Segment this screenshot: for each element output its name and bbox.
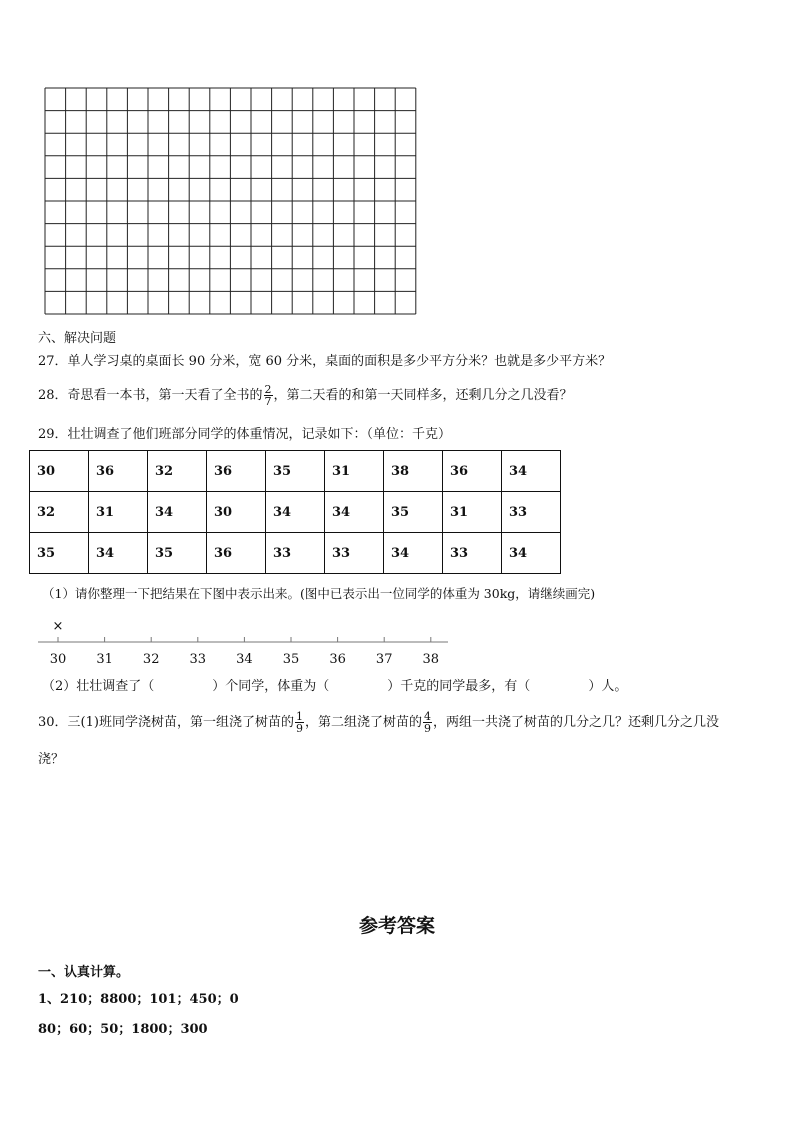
table-cell: 36 <box>207 451 266 492</box>
table-cell: 34 <box>502 451 561 492</box>
table-cell: 36 <box>207 533 266 574</box>
table-cell: 33 <box>443 533 502 574</box>
question-29-intro: 29．壮壮调查了他们班部分同学的体重情况，记录如下：（单位：千克） <box>38 427 452 442</box>
table-cell: 35 <box>384 492 443 533</box>
fraction-numerator: 4 <box>423 710 431 723</box>
table-cell: 32 <box>30 492 89 533</box>
table-cell: 31 <box>89 492 148 533</box>
number-line-tick-label: 32 <box>142 652 160 667</box>
answers-title: 参考答案 <box>358 915 435 937</box>
number-line-tick-label: 36 <box>329 652 346 667</box>
table-cell: 36 <box>89 451 148 492</box>
answers-line-2: 80；60；50；1800；300 <box>38 1022 208 1037</box>
section-title-6: 六、解决问题 <box>38 331 117 346</box>
q28-text-after: ，第二天看的和第一天同样多，还剩几分之几没看？ <box>273 388 573 403</box>
table-cell: 35 <box>266 451 325 492</box>
table-cell: 34 <box>384 533 443 574</box>
table-cell: 30 <box>207 492 266 533</box>
fraction-2-7 <box>264 384 273 407</box>
table-row <box>30 492 561 533</box>
number-line-tick-label: 33 <box>189 652 207 667</box>
q29p2-a: （2）壮壮调查了（ <box>42 679 155 694</box>
q29p2-d: ）人。 <box>588 679 628 694</box>
fraction-1-9 <box>295 711 304 734</box>
question-27: 27．单人学习桌的桌面长 90 分米，宽 60 分米，桌面的面积是多少平方分米？也就是多少平方米？ <box>38 354 612 369</box>
q30-text-mid: ，第二组浇了树苗的 <box>304 715 422 730</box>
number-line-tick-label: 37 <box>375 652 393 667</box>
question-28 <box>38 381 573 411</box>
question-30 <box>38 708 719 738</box>
table-cell: 31 <box>325 451 384 492</box>
question-30-line2: 浇？ <box>38 752 65 767</box>
q28-text-before: 28．奇思看一本书，第一天看了全书的 <box>38 388 263 403</box>
table-cell: 33 <box>266 533 325 574</box>
table-row <box>30 533 561 574</box>
fraction-denominator: 9 <box>295 722 303 735</box>
table-cell: 34 <box>266 492 325 533</box>
q29p2-c: ）千克的同学最多，有（ <box>387 679 531 694</box>
table-cell: 34 <box>89 533 148 574</box>
fraction-denominator: 7 <box>264 395 272 408</box>
question-29-part1: （1）请你整理一下把结果在下图中表示出来。(图中已表示出一位同学的体重为 30kg，请继续画完) <box>42 586 596 601</box>
q30-text-after: ，两组一共浇了树苗的几分之几？还剩几分之几没 <box>432 715 719 730</box>
q29p2-b: ）个同学，体重为（ <box>212 679 330 694</box>
weight-table <box>29 450 561 574</box>
q30-text-before: 30．三(1)班同学浇树苗，第一组浇了树苗的 <box>38 715 294 730</box>
table-cell: 35 <box>148 533 207 574</box>
fraction-numerator: 1 <box>295 710 303 723</box>
answers-section-1: 一、认真计算。 <box>38 965 130 980</box>
table-cell: 38 <box>384 451 443 492</box>
table-cell: 31 <box>443 492 502 533</box>
table-cell: 30 <box>30 451 89 492</box>
table-row <box>30 451 561 492</box>
table-cell: 36 <box>443 451 502 492</box>
table-cell: 32 <box>148 451 207 492</box>
number-line-mark: × <box>52 619 64 634</box>
fraction-denominator: 9 <box>423 722 431 735</box>
number-line-tick-label: 35 <box>282 652 300 667</box>
fraction-4-9 <box>423 711 432 734</box>
table-cell: 34 <box>325 492 384 533</box>
table-cell: 33 <box>325 533 384 574</box>
table-cell: 34 <box>502 533 561 574</box>
answers-line-1: 1、210；8800；101；450；0 <box>38 992 239 1007</box>
drawing-grid <box>44 87 418 317</box>
number-line <box>30 612 460 670</box>
number-line-tick-label: 31 <box>96 652 113 667</box>
fraction-numerator: 2 <box>264 383 272 396</box>
number-line-tick-label: 38 <box>422 652 440 667</box>
question-29-part2 <box>42 678 627 696</box>
number-line-tick-label: 30 <box>49 652 67 667</box>
table-cell: 35 <box>30 533 89 574</box>
number-line-tick-label: 34 <box>236 652 253 667</box>
table-cell: 33 <box>502 492 561 533</box>
table-cell: 34 <box>148 492 207 533</box>
